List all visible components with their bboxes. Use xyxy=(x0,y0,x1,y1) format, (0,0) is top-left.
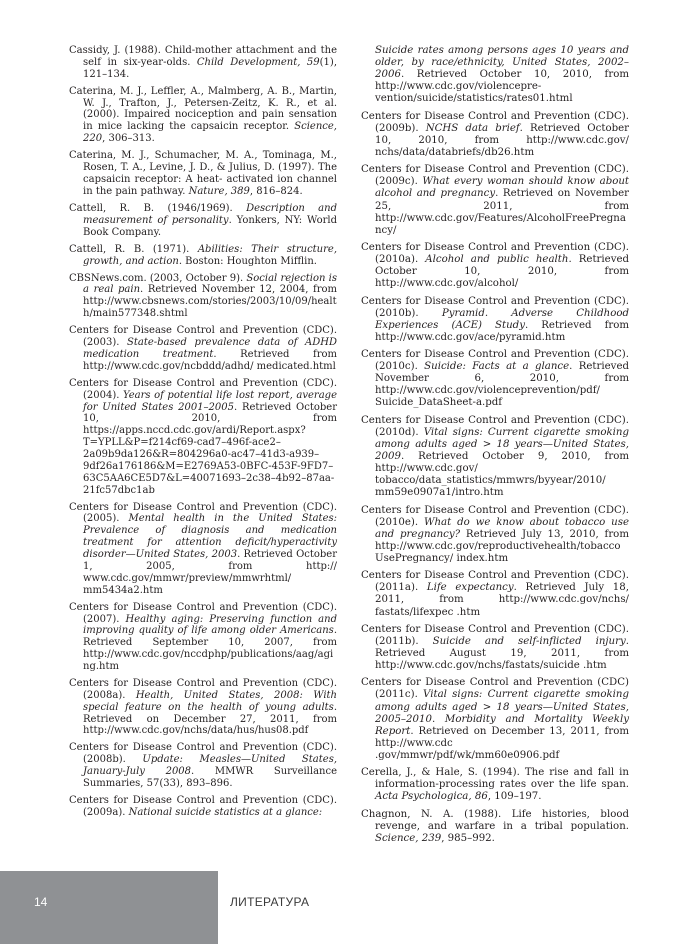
reference-text: . Retrieved on December 27, 2011, from http://www.cdc.gov/nchs/data/hus/hus08.pdf xyxy=(83,701,337,737)
reference-text: Caterina, M. J., Schumacher, M. A., Tominaga, M., Rosen, T. A., Levine, J. D., & Julius, D. (1997). The capsaicin receptor: A heat- activated ion channel in the pain pathway. xyxy=(69,150,337,197)
reference-italic-text: Abilities: Their structure, growth, and action xyxy=(83,243,337,267)
reference-entry xyxy=(69,378,337,497)
reference-entry xyxy=(69,45,337,81)
reference-italic-text: Mental health in the United States: Prevalence of diagnosis and medication treatment for attention deficit/hyperactivity disorder—United States, 2003 xyxy=(83,513,337,561)
reference-entry xyxy=(69,273,337,320)
reference-entry xyxy=(361,296,629,344)
reference-italic-text: Child Development, 59 xyxy=(196,56,320,68)
reference-entry xyxy=(361,164,629,237)
reference-italic-text: What every woman should know about alcohol and pregnancy xyxy=(375,176,630,200)
reference-italic-text: Social rejection is a real pain xyxy=(83,272,337,296)
reference-text: . Retrieved September 10, 2007, from http://www.cdc.gov/nccdphp/publications/aag/aging.htm xyxy=(83,625,337,672)
reference-text: Cattell, R. B. (1971). xyxy=(69,243,198,255)
reference-entry xyxy=(361,111,629,159)
reference-text: . Retrieved October 10, 2010, from https://apps.nccd.cdc.gov/ardi/Report.aspx?T=YPLL&P=f214cf69-cad7–496f-ace2–2a09b9da126&R=804296a0-ac47–41d3-a939–9df26a176186&M=E2769A53-0BFC-453F-9FD7–63C5AA6CE5D7&L=40071693–2c38–4b92–87aa-21fc57dbc1ab xyxy=(83,401,337,496)
reference-entry xyxy=(69,795,337,819)
reference-entry xyxy=(361,349,629,409)
reference-text: , 816–824. xyxy=(249,185,303,197)
reference-text: Cassidy, J. (1988). Child-mother attachment and the self in six-year-olds. xyxy=(69,45,337,68)
footer-section-title: ЛИТЕРАТУРА xyxy=(230,895,310,909)
reference-text: , 306–313. xyxy=(102,133,155,145)
page-number: 14 xyxy=(34,895,48,909)
reference-column-right xyxy=(361,45,629,850)
reference-entry xyxy=(361,45,629,105)
reference-italic-text: NCHS data brief xyxy=(425,122,520,134)
reference-text: Centers for Disease Control and Prevention (CDC). (2010b). xyxy=(361,295,629,319)
reference-italic-text: Pyramid. Adverse Childhood Experiences (ACE) Study xyxy=(375,307,630,331)
reference-text: CBSNews.com. (2003, October 9). xyxy=(69,272,247,284)
reference-italic-text: State-based prevalence data of ADHD medication treatment xyxy=(83,337,337,360)
reference-italic-text: Description and measurement of personality xyxy=(83,202,337,226)
reference-text: Caterina, M. J., Leffler, A., Malmberg, A. B., Martin, W. J., Trafton, J., Petersen-Zeitz, K. R., et al. (2000). Impaired nociception and pain sensation in mice lacking the capsaicin receptor. xyxy=(69,85,337,133)
reference-italic-text: National suicide statistics at a glance: xyxy=(128,806,323,818)
reference-text: Cerella, J., & Hale, S. (1994). The rise and fall in information-processing rates over the life span. xyxy=(361,767,629,791)
reference-text: (1), 121–134. xyxy=(83,56,337,80)
reference-text: . Boston: Houghton Mifflin. xyxy=(178,255,317,267)
reference-text: . Yonkers, NY: World Book Company. xyxy=(83,214,337,238)
reference-text: Centers for Disease Control and Prevention (CDC). (2010a). xyxy=(361,241,629,266)
reference-text: Centers for Disease Control and Prevention (CDC). (2008a). xyxy=(69,677,337,701)
reference-text: Retrieved July 13, 2010, from http://www.cdc.gov/reproductivehealth/tobaccoUsePregnancy/ index.htm xyxy=(375,528,629,564)
reference-text: . Retrieved on December 13, 2011, from http://www.cdc .gov/mmwr/pdf/wk/mm60e0906.pdf xyxy=(375,725,629,761)
reference-entry xyxy=(69,742,337,789)
reference-entry xyxy=(361,570,629,618)
reference-text: Chagnon, N. A. (1988). Life histories, blood revenge, and warfare in a tribal population. xyxy=(361,808,629,832)
reference-italic-text: Health, United States, 2008: With special feature on the health of young adults xyxy=(83,689,337,713)
reference-entry xyxy=(361,415,629,500)
reference-italic-text: Life expectancy xyxy=(426,582,514,594)
reference-entry xyxy=(69,502,337,597)
reference-italic-text: What do we know about tobacco use and pregnancy? xyxy=(375,516,629,540)
reference-entry xyxy=(69,602,337,673)
reference-entry xyxy=(69,150,337,197)
reference-entry xyxy=(361,624,629,672)
reference-text: Centers for Disease Control and Prevention (CDC). (2011b). xyxy=(361,623,629,647)
reference-italic-text: Nature, 389 xyxy=(188,185,250,197)
reference-text: Centers for Disease Control and Prevention (CDC). (2005). xyxy=(69,501,337,525)
reference-text: . Retrieved October 9, 2010, from http://www.cdc.gov/ tobacco/data_statistics/mmwrs/byyear/2010/ mm59e0907a1/intro.htm xyxy=(375,451,629,499)
reference-entry xyxy=(69,203,337,239)
reference-text: . Retrieved from http://www.cdc.gov/ncbddd/adhd/ medicated.html xyxy=(83,348,337,372)
reference-text: . Retrieved August 19, 2011, from http://www.cdc.gov/nchs/fastats/suicide .htm xyxy=(375,635,629,672)
reference-italic-text: Suicide and self-inflicted injury xyxy=(432,635,626,647)
reference-italic-text: Acta Psychologica, 86 xyxy=(375,791,488,803)
reference-text: Centers for Disease Control and Prevention (CDC). (2009c). xyxy=(361,164,629,188)
reference-text: Centers for Disease Control and Prevention (CDC). (2003). xyxy=(69,325,337,349)
reference-text: Centers for Disease Control and Prevention (CDC). (2009a). xyxy=(69,795,337,818)
reference-italic-text: Update: Measles—United States, January-July 2008 xyxy=(83,754,338,778)
reference-text: , 985–992. xyxy=(441,832,495,844)
reference-entry xyxy=(361,505,629,565)
reference-entry xyxy=(69,86,337,145)
reference-text: Centers for Disease Control and Prevention (CDC). (2008b). xyxy=(69,742,337,766)
reference-text: . Retrieved November 6, 2010, from http://www.cdc.gov/violenceprevention/pdf/ Suicide_DataSheet-a.pdf xyxy=(375,361,629,409)
reference-column-left xyxy=(69,45,337,824)
reference-text: . Retrieved November 12, 2004, from http://www.cbsnews.com/stories/2003/10/09/health/main577348.shtml xyxy=(83,284,337,320)
reference-italic-text: Vital signs: Current cigarette smoking among adults aged > 18 years—United States, 2009 xyxy=(375,426,629,463)
reference-text: Centers for Disease Control and Prevention (CDC). (2010c). xyxy=(361,349,629,373)
reference-text: , 109–197. xyxy=(487,791,542,803)
reference-text: . Retrieved from http://www.cdc.gov/ace/pyramid.htm xyxy=(375,319,629,343)
reference-text: Centers for Disease Control and Prevention (CDC). (2007). xyxy=(69,601,337,625)
reference-text: Centers for Disease Control and Prevention (CDC). (2009b). xyxy=(361,110,629,134)
reference-text: . Retrieved October 1, 2005, from http:// www.cdc.gov/mmwr/preview/mmwrhtml/ mm5434a2.htm xyxy=(83,549,337,596)
reference-text: . MMWR Surveillance Summaries, 57(33), 893–896. xyxy=(83,766,338,790)
reference-text: Centers for Disease Control and Prevention (CDC). (2004). xyxy=(69,377,337,401)
reference-text: Centers for Disease Control and Prevention (CDC). (2010d). xyxy=(361,414,629,438)
reference-entry xyxy=(361,767,629,803)
reference-text: Centers for Disease Control and Prevention (CDC). (2010e). xyxy=(361,504,629,528)
reference-italic-text: Vital signs: Current cigarette smoking among adults aged > 18 years—United States, 2005–2010. Morbidity and Mortality Weekly Report xyxy=(375,689,629,737)
footer-gray-band xyxy=(0,871,218,944)
reference-text: . Retrieved October 10, 2010, from http://www.cdc.gov/alcohol/ xyxy=(375,254,629,290)
reference-entry xyxy=(69,244,337,268)
reference-italic-text: Years of potential life lost report, average for United States 2001–2005 xyxy=(83,389,337,413)
reference-entry xyxy=(69,325,337,372)
reference-entry xyxy=(361,809,629,845)
reference-text: . Retrieved October 10, 2010, from http://www.cdc.gov/ nchs/data/databriefs/db26.htm xyxy=(375,122,630,158)
reference-text: . Retrieved on November 25, 2011, from http://www.cdc.gov/Features/AlcoholFreePregnancy/ xyxy=(375,188,629,236)
reference-text: . Retrieved October 10, 2010, from http://www.cdc.gov/violencepre- vention/suicide/statistics/rates01.html xyxy=(375,69,629,105)
reference-text: Centers for Disease Control and Prevention (CDC) (2011c). xyxy=(361,677,629,701)
page-footer xyxy=(0,871,700,944)
reference-italic-text: Suicide rates among persons ages 10 years and older, by race/ethnicity, United States, 2002–2006 xyxy=(375,45,629,81)
reference-entry xyxy=(69,678,337,737)
reference-italic-text: Healthy aging: Preserving function and improving quality of life among older Americans xyxy=(83,613,337,637)
reference-text: Cattell, R. B. (1946/1969). xyxy=(69,202,247,214)
reference-italic-text: Science, 220 xyxy=(83,121,337,145)
reference-entry xyxy=(361,677,629,762)
reference-text: Centers for Disease Control and Prevention (CDC). (2011a). xyxy=(361,570,629,594)
reference-entry xyxy=(361,242,629,290)
reference-italic-text: Alcohol and public health xyxy=(425,254,569,266)
reference-italic-text: Science, 239 xyxy=(375,832,442,844)
reference-text: . Retrieved July 18, 2011, from http://www.cdc.gov/nchs/ fastats/lifexpec .htm xyxy=(375,582,630,618)
reference-italic-text: Suicide: Facts at a glance xyxy=(424,361,570,373)
